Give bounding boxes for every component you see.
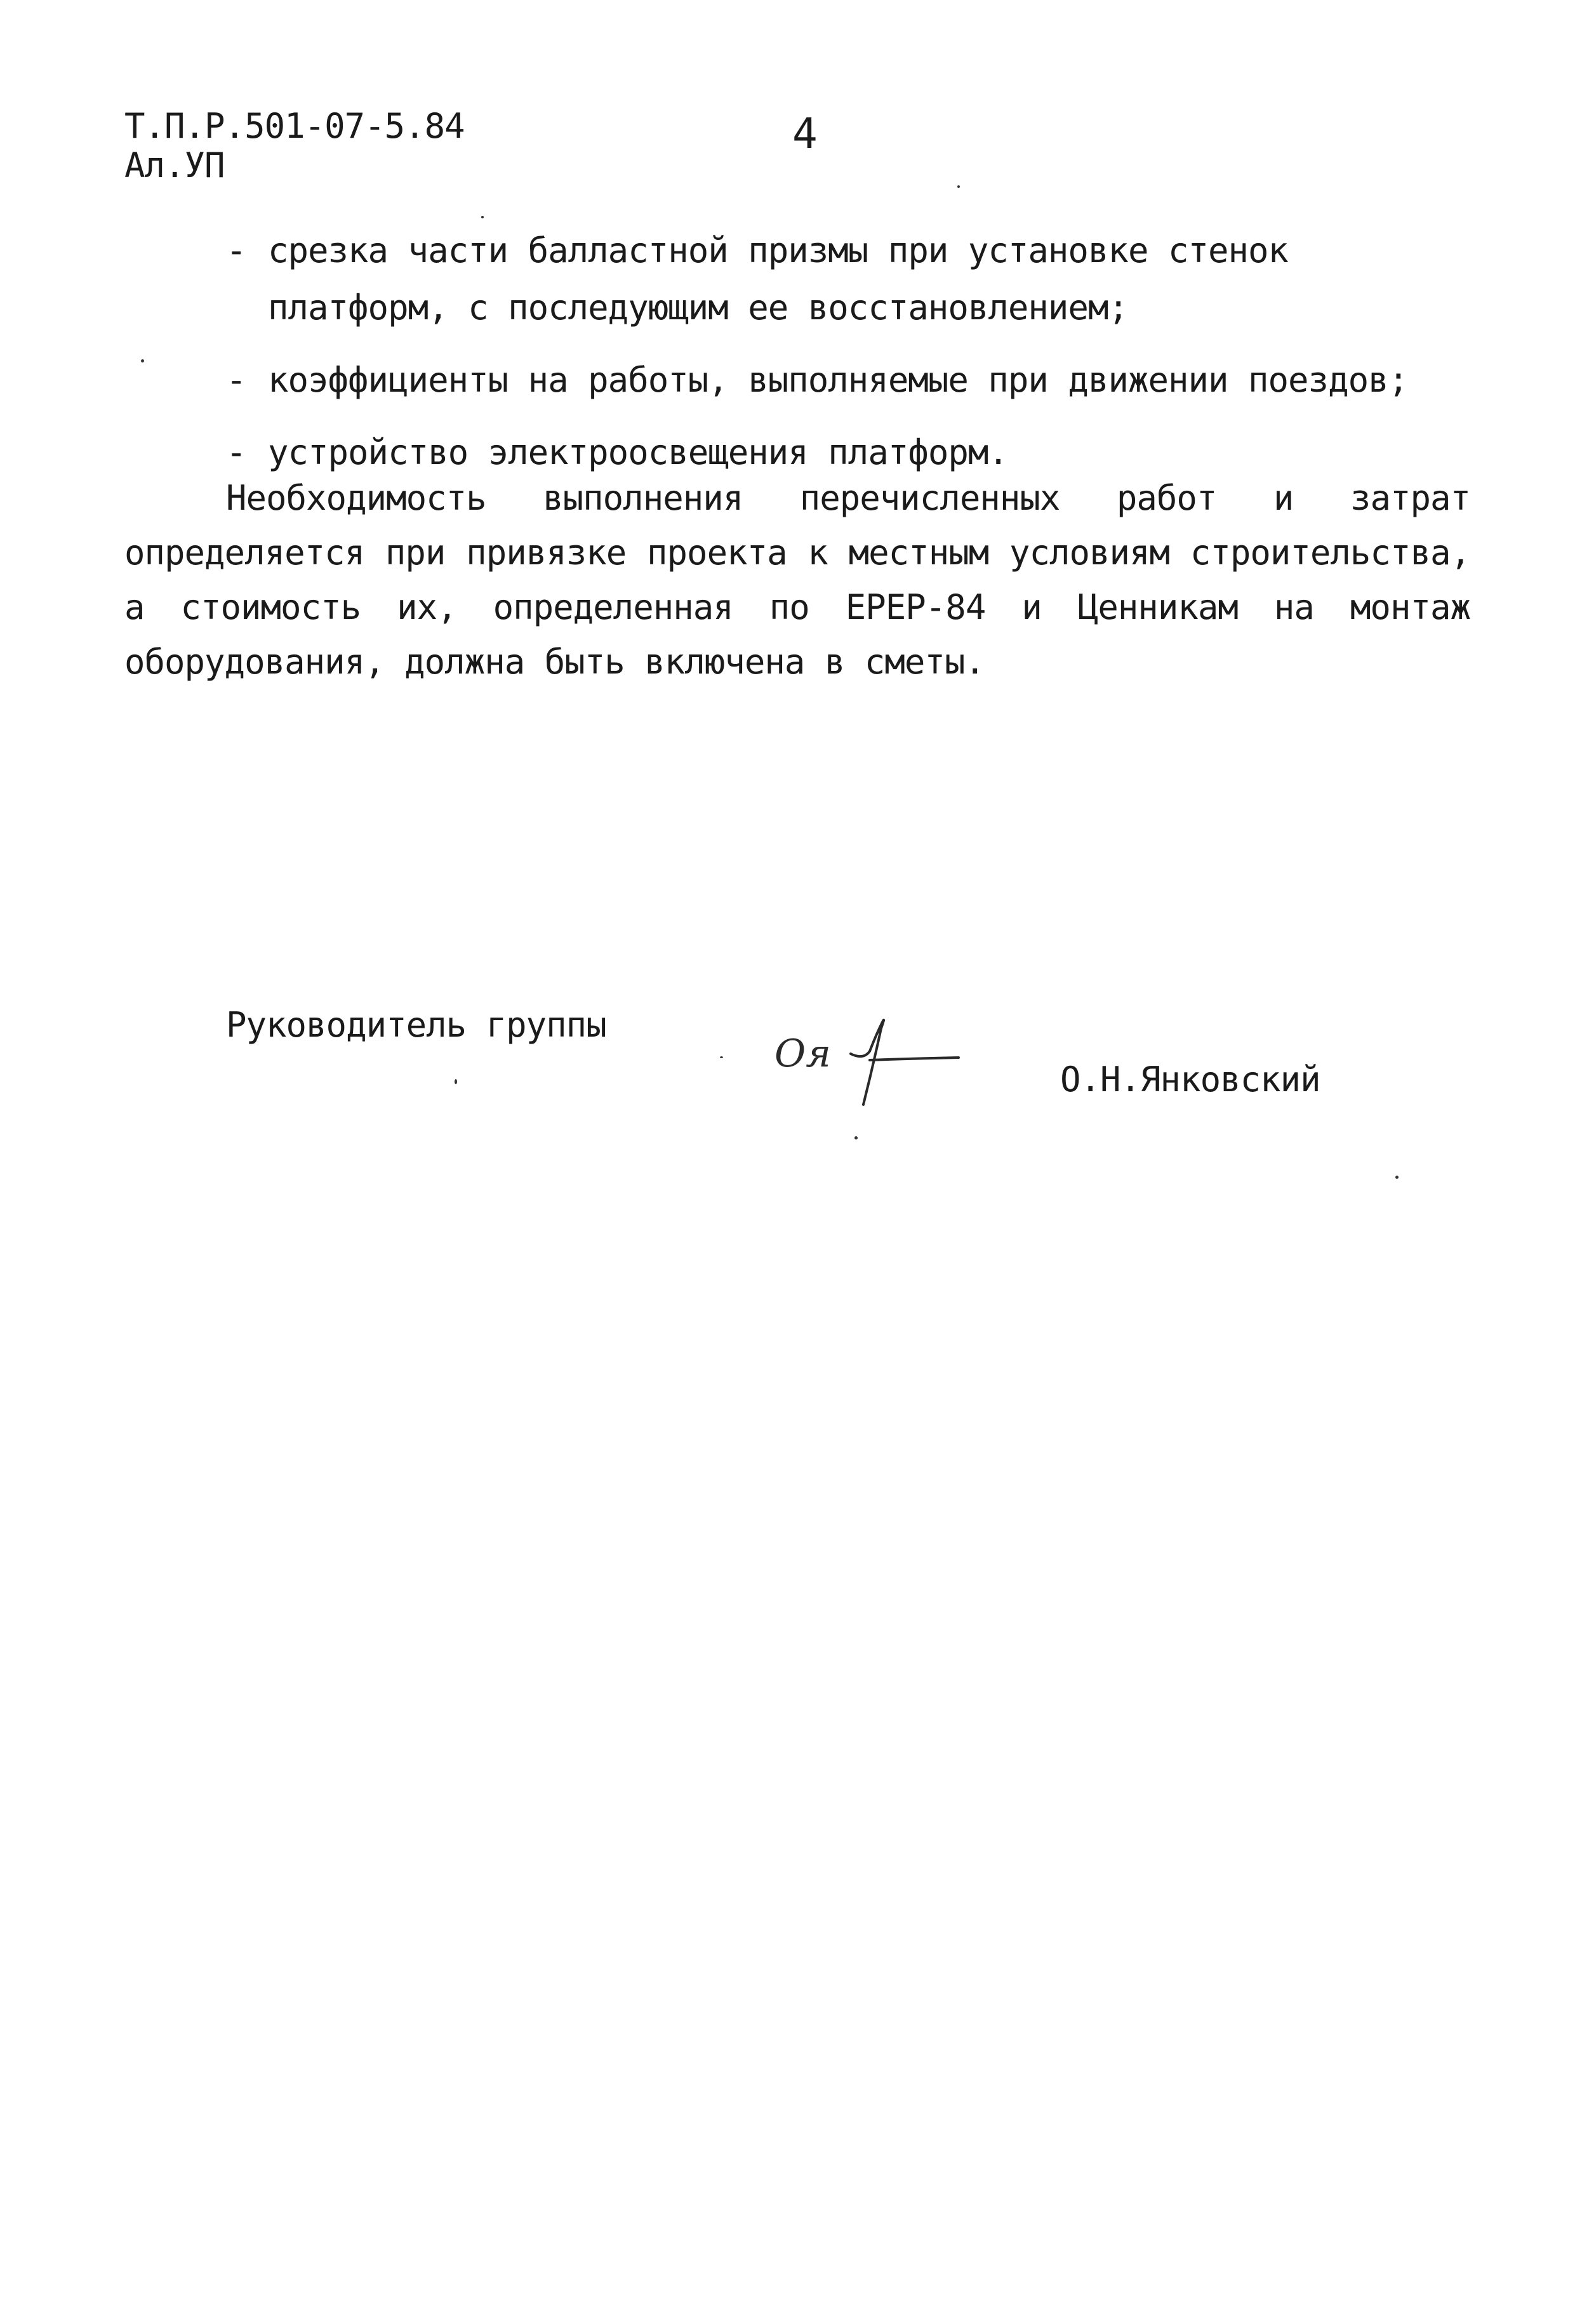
scan-speck — [455, 1079, 457, 1084]
list-dash: - — [226, 230, 246, 270]
signature-initials: Оя — [774, 1032, 831, 1076]
scan-speck — [1395, 1176, 1399, 1179]
scan-speck — [854, 1136, 858, 1139]
scan-speck — [481, 216, 484, 218]
list-item — [226, 352, 1470, 409]
document-code-line-2: Ал.УП — [124, 145, 225, 185]
page-number: 4 — [792, 109, 818, 158]
document-code-line-1: Т.П.Р.501-07-5.84 — [124, 106, 465, 146]
list-item — [226, 222, 1470, 336]
work-list — [226, 222, 1470, 496]
body-paragraph: Необходимость выполнения перечисленных работ и затрат определяется при привязке проекта к местным условиям строительства, а стоимость их, определенная по ЕРЕР-84 и Ценникам на монтаж оборудования, должна быть включена в сметы. — [124, 478, 1470, 682]
list-dash: - — [226, 360, 246, 400]
list-item-text: коэффициенты на работы, выполняемые при движении поездов; — [268, 360, 1409, 400]
list-item-text: устройство электроосвещения платформ. — [268, 432, 1008, 472]
signature-block — [0, 1003, 1575, 1155]
scan-speck — [720, 1056, 723, 1058]
document-code — [124, 107, 465, 185]
scan-speck — [141, 359, 144, 362]
list-item-text: срезка части балластной призмы при установке стенок платформ, с последующим ее восстановлением; — [268, 230, 1289, 328]
signatory-name: О.Н.Янковский — [1060, 1059, 1320, 1099]
signatory-title: Руководитель группы — [226, 1005, 606, 1045]
list-dash: - — [226, 432, 246, 472]
handwritten-signature — [774, 1009, 965, 1136]
scan-speck — [957, 185, 960, 188]
